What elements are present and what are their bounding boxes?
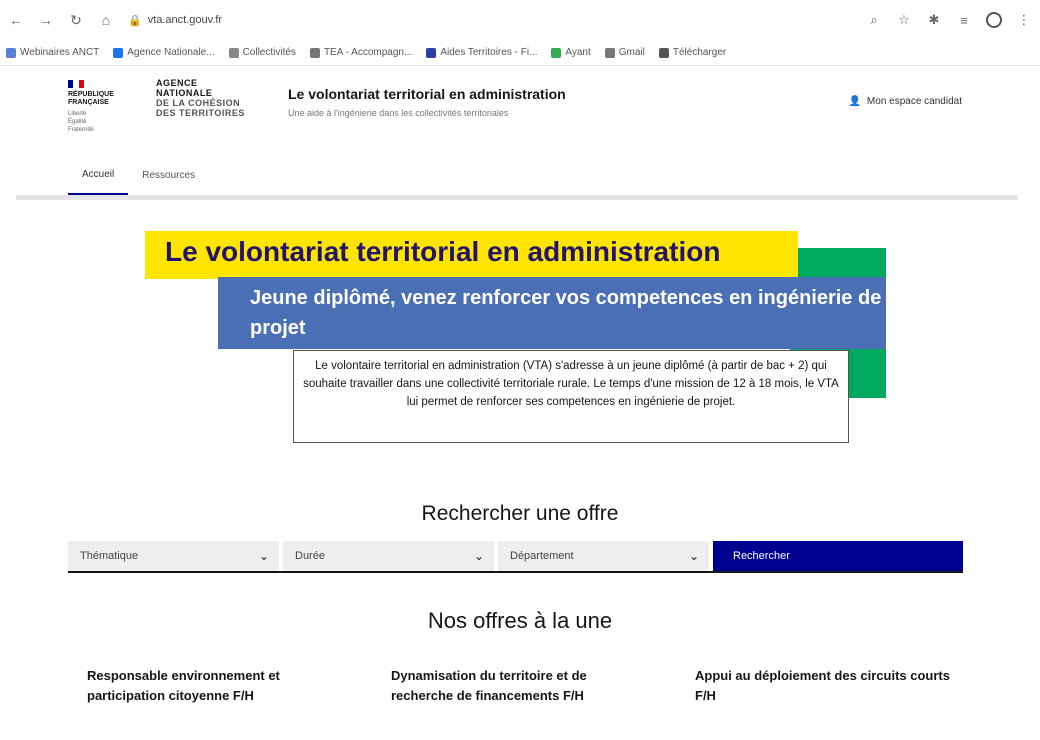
bookmark-favicon-icon xyxy=(426,48,436,58)
bookmark-label: TEA - Accompagn... xyxy=(323,47,413,58)
thematique-select[interactable] xyxy=(68,541,283,571)
hero-subtitle: Jeune diplômé, venez renforcer vos competences en ingénierie de projet xyxy=(218,277,886,349)
rf-logo-line-1: RÉPUBLIQUE xyxy=(68,91,114,98)
bookmark-item[interactable] xyxy=(229,47,296,58)
bookmark-label: Collectivités xyxy=(242,47,296,58)
back-icon[interactable]: ← xyxy=(9,12,23,28)
bookmark-item[interactable] xyxy=(605,47,645,58)
anct-logo-line: DE LA COHÉSION xyxy=(156,98,241,108)
chevron-down-icon: ⌄ xyxy=(258,549,269,563)
offers-title: Nos offres à la une xyxy=(427,608,613,633)
anct-logo-line: NATIONALE xyxy=(156,88,213,98)
address-bar[interactable] xyxy=(128,14,222,27)
search-title: Rechercher une offre xyxy=(421,502,619,525)
bookmark-label: Webinaires ANCT xyxy=(20,47,100,58)
search-button[interactable]: Rechercher xyxy=(713,541,963,571)
flag-icon xyxy=(68,80,84,88)
rf-devise xyxy=(68,110,134,134)
chevron-down-icon: ⌄ xyxy=(473,549,484,563)
bookmark-item[interactable] xyxy=(6,47,99,58)
offer-card-title[interactable]: Responsable environnement et participation citoyenne F/H xyxy=(87,668,280,703)
bookmark-label: Agence Nationale... xyxy=(127,47,215,58)
departement-select[interactable] xyxy=(498,541,713,571)
bookmark-item[interactable] xyxy=(659,47,726,58)
site-header xyxy=(16,66,1018,200)
republique-francaise-logo[interactable] xyxy=(68,80,134,134)
rf-logo-line-2: FRANÇAISE xyxy=(68,99,109,106)
login-link[interactable] xyxy=(848,96,962,107)
address-text: vta.anct.gouv.fr xyxy=(147,14,223,26)
service-title[interactable]: Le volontariat territorial en administration xyxy=(288,86,566,102)
tab-accueil[interactable]: Accueil xyxy=(68,155,128,195)
bookmark-favicon-icon xyxy=(113,48,123,58)
menu-icon[interactable]: ≡ xyxy=(960,12,968,28)
bookmark-favicon-icon xyxy=(229,48,239,58)
rf-devise-line: Fraternité xyxy=(68,127,94,133)
anct-logo-line: AGENCE xyxy=(156,78,198,88)
profile-avatar-icon[interactable] xyxy=(986,12,1002,28)
browser-toolbar xyxy=(0,0,1040,40)
duree-select-label: Durée xyxy=(295,550,325,562)
duree-select[interactable] xyxy=(283,541,498,571)
bookmark-label: Ayant xyxy=(565,47,591,58)
tab-ressources[interactable]: Ressources xyxy=(142,169,196,181)
rf-devise-line: Égalité xyxy=(68,119,87,125)
login-label: Mon espace candidat xyxy=(866,96,962,107)
more-icon[interactable]: ⋮ xyxy=(1017,12,1031,27)
lock-icon: 🔒 xyxy=(128,14,142,27)
departement-select-label: Département xyxy=(510,550,574,562)
home-icon[interactable]: ⌂ xyxy=(101,12,111,28)
zoom-icon[interactable]: ⌕ xyxy=(870,12,878,27)
bookmark-label: Gmail xyxy=(618,47,645,58)
offer-card-title[interactable]: Dynamisation du territoire et de recherche de financements F/H xyxy=(391,668,587,703)
reload-icon[interactable]: ↻ xyxy=(70,11,82,28)
bookmark-item[interactable] xyxy=(426,47,537,58)
bookmark-favicon-icon xyxy=(551,48,561,58)
search-bar xyxy=(68,541,963,573)
user-icon: 👤 xyxy=(848,96,861,107)
anct-logo[interactable] xyxy=(156,78,245,118)
service-tagline: Une aide à l'ingénierie dans les collectivités territoriales xyxy=(288,108,509,118)
offer-card-title[interactable]: Appui au déploiement des circuits courts F/H xyxy=(695,668,950,703)
bookmarks-bar xyxy=(0,40,1040,66)
rf-devise-line: Liberté xyxy=(68,111,87,117)
anct-logo-line: DES TERRITOIRES xyxy=(156,108,245,118)
main-nav xyxy=(68,155,209,195)
bookmark-label: Télécharger xyxy=(672,47,727,58)
forward-icon[interactable]: → xyxy=(39,12,53,28)
bookmark-item[interactable] xyxy=(113,47,214,58)
bookmark-item[interactable] xyxy=(310,47,412,58)
bookmark-favicon-icon xyxy=(6,48,16,58)
hero xyxy=(0,200,1040,410)
bookmark-favicon-icon xyxy=(605,48,615,58)
thematique-select-label: Thématique xyxy=(80,550,139,562)
star-icon[interactable]: ☆ xyxy=(898,12,910,27)
bookmark-label: Aides Territoires - Fi... xyxy=(440,47,538,58)
extensions-icon[interactable]: ✱ xyxy=(928,12,940,27)
hero-description: Le volontaire territorial en administration (VTA) s'adresse à un jeune diplômé (à partir de bac + 2) qui souhaite travailler dans une collectivité territoriale rurale. Le temps d'une mission de 12 à 18 mois, le VTA lui permet de renforcer ses competences en ingénierie de projet. xyxy=(293,350,849,443)
bookmark-item[interactable] xyxy=(551,47,590,58)
hero-title: Le volontariat territorial en administration xyxy=(145,231,798,279)
bookmark-favicon-icon xyxy=(659,48,669,58)
bookmark-favicon-icon xyxy=(310,48,320,58)
chevron-down-icon: ⌄ xyxy=(688,549,699,563)
